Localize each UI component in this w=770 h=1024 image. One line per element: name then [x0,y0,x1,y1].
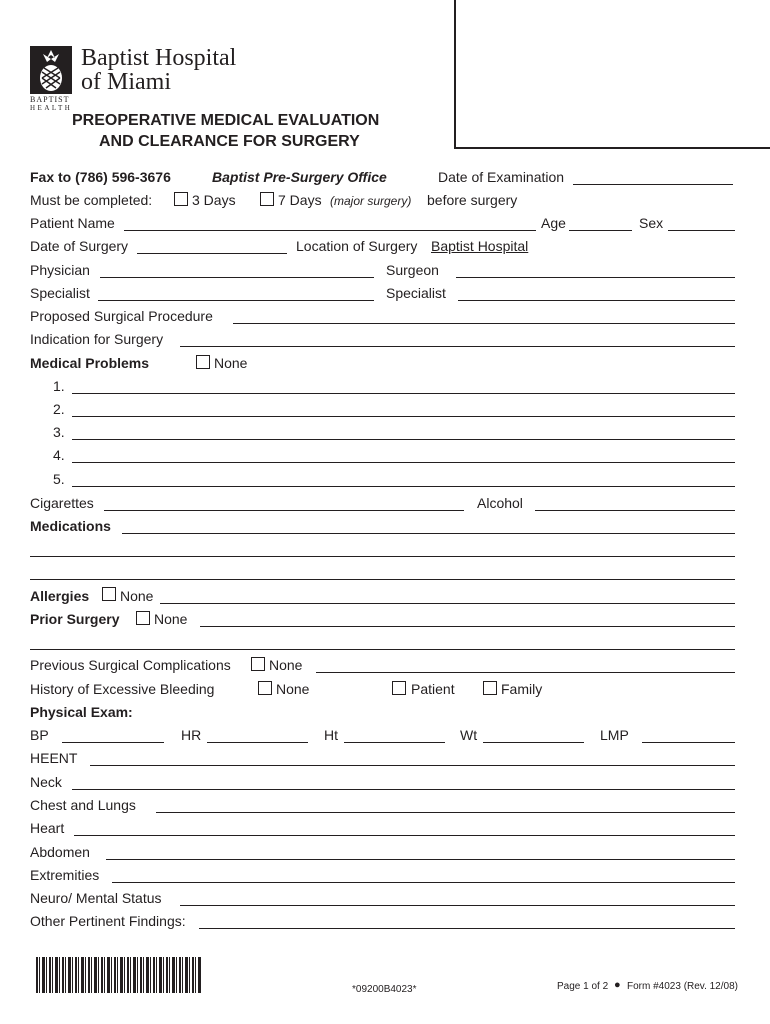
age-label: Age [541,215,566,231]
days3-label: 3 Days [192,192,236,208]
logo-line1: Baptist Hospital [81,45,237,71]
medical-item-3-field[interactable] [72,439,735,440]
indication-field[interactable] [180,346,735,347]
neuro-field[interactable] [180,905,735,906]
procedure-field[interactable] [233,323,735,324]
bleeding-family-label: Family [501,681,543,697]
must-label: Must be completed: [30,192,153,208]
page-title-line2: AND CLEARANCE FOR SURGERY [99,133,360,150]
prior-none-label: None [154,611,188,627]
days7-checkbox[interactable] [260,192,274,206]
other-findings-field[interactable] [199,928,735,929]
prior-surgery-field-2[interactable] [30,649,735,650]
hr-field[interactable] [207,742,308,743]
bp-field[interactable] [62,742,164,743]
bp-label: BP [30,727,49,743]
abdomen-label: Abdomen [30,844,90,860]
extremities-field[interactable] [112,882,735,883]
cigarettes-field[interactable] [104,510,464,511]
medical-item-2-field[interactable] [72,416,735,417]
form-number: Form #4023 (Rev. 12/08) [627,981,738,992]
sex-field[interactable] [668,230,735,231]
indication-label: Indication for Surgery [30,331,164,347]
age-field[interactable] [569,230,632,231]
patient-name-label: Patient Name [30,215,115,231]
procedure-label: Proposed Surgical Procedure [30,308,213,324]
surgeon-label: Surgeon [386,262,439,278]
wt-field[interactable] [483,742,584,743]
medications-field-3[interactable] [30,579,735,580]
chest-lungs-field[interactable] [156,812,735,813]
medical-item-4-label: 4. [53,447,65,463]
major-surgery-note: (major surgery) [330,194,412,208]
date-surgery-label: Date of Surgery [30,238,129,254]
ht-field[interactable] [344,742,445,743]
days3-checkbox[interactable] [174,192,188,206]
bleeding-patient-checkbox[interactable] [392,681,406,695]
prior-surgery-field[interactable] [200,626,735,627]
bleeding-label: History of Excessive Bleeding [30,681,215,697]
logo-line2: of Miami [81,69,171,95]
bleeding-family-checkbox[interactable] [483,681,497,695]
allergies-label: Allergies [30,588,90,604]
barcode [36,957,202,993]
allergies-none-checkbox[interactable] [102,587,116,601]
office-label: Baptist Pre-Surgery Office [212,169,387,185]
allergies-field[interactable] [160,603,735,604]
bleeding-none-checkbox[interactable] [258,681,272,695]
bullet-separator: ● [614,979,621,991]
surgeon-field[interactable] [456,277,735,278]
bleeding-patient-label: Patient [411,681,455,697]
neck-label: Neck [30,774,62,790]
complications-label: Previous Surgical Complications [30,657,231,673]
fax-label: Fax to (786) 596-3676 [30,169,171,185]
lmp-field[interactable] [642,742,735,743]
sex-label: Sex [639,215,664,231]
chest-lungs-label: Chest and Lungs [30,797,136,813]
header-box-border [454,0,770,149]
other-findings-label: Other Pertinent Findings: [30,913,186,929]
prior-none-checkbox[interactable] [136,611,150,625]
medical-none-label: None [214,355,248,371]
complications-none-checkbox[interactable] [251,657,265,671]
exam-date-field[interactable] [573,184,733,185]
bleeding-none-label: None [276,681,310,697]
medical-item-1-field[interactable] [72,393,735,394]
cigarettes-label: Cigarettes [30,495,94,511]
page-number: Page 1 of 2 [557,981,609,992]
alcohol-label: Alcohol [477,495,523,511]
hr-label: HR [181,727,202,743]
specialist1-field[interactable] [98,300,374,301]
alcohol-field[interactable] [535,510,735,511]
heent-field[interactable] [90,765,735,766]
date-surgery-field[interactable] [137,253,287,254]
specialist2-field[interactable] [458,300,735,301]
medical-problems-label: Medical Problems [30,355,150,371]
patient-name-field[interactable] [124,230,536,231]
medications-field[interactable] [122,533,735,534]
page-title: PREOPERATIVE MEDICAL EVALUATION [72,112,380,129]
days7-label: 7 Days [278,192,322,208]
heart-label: Heart [30,820,65,836]
location-value: Baptist Hospital [431,238,529,254]
wt-label: Wt [460,727,478,743]
neck-field[interactable] [72,789,735,790]
before-surgery-label: before surgery [427,192,518,208]
heent-label: HEENT [30,750,78,766]
medical-none-checkbox[interactable] [196,355,210,369]
medical-item-5-field[interactable] [72,486,735,487]
physician-label: Physician [30,262,90,278]
logo-sub1: BAPTIST [30,95,70,104]
location-label: Location of Surgery [296,238,418,254]
heart-field[interactable] [74,835,735,836]
medications-label: Medications [30,518,111,534]
prior-surgery-label: Prior Surgery [30,611,120,627]
lmp-label: LMP [600,727,629,743]
ht-label: Ht [324,727,338,743]
physical-exam-label: Physical Exam: [30,704,133,720]
specialist1-label: Specialist [30,285,90,301]
logo-sub2: HEALTH [30,104,73,112]
complications-none-label: None [269,657,303,673]
medical-item-1-label: 1. [53,378,65,394]
specialist2-label: Specialist [386,285,446,301]
abdomen-field[interactable] [106,859,735,860]
medical-item-5-label: 5. [53,471,65,487]
logo [30,46,260,112]
exam-date-label: Date of Examination [438,169,565,185]
form-code: *09200B4023* [352,984,417,995]
physician-field[interactable] [100,277,374,278]
neuro-label: Neuro/ Mental Status [30,890,162,906]
allergies-none-label: None [120,588,154,604]
complications-field[interactable] [316,672,735,673]
extremities-label: Extremities [30,867,100,883]
pineapple-logo-icon [30,46,72,94]
medical-item-2-label: 2. [53,401,65,417]
medications-field-2[interactable] [30,556,735,557]
medical-item-3-label: 3. [53,424,65,440]
medical-item-4-field[interactable] [72,462,735,463]
